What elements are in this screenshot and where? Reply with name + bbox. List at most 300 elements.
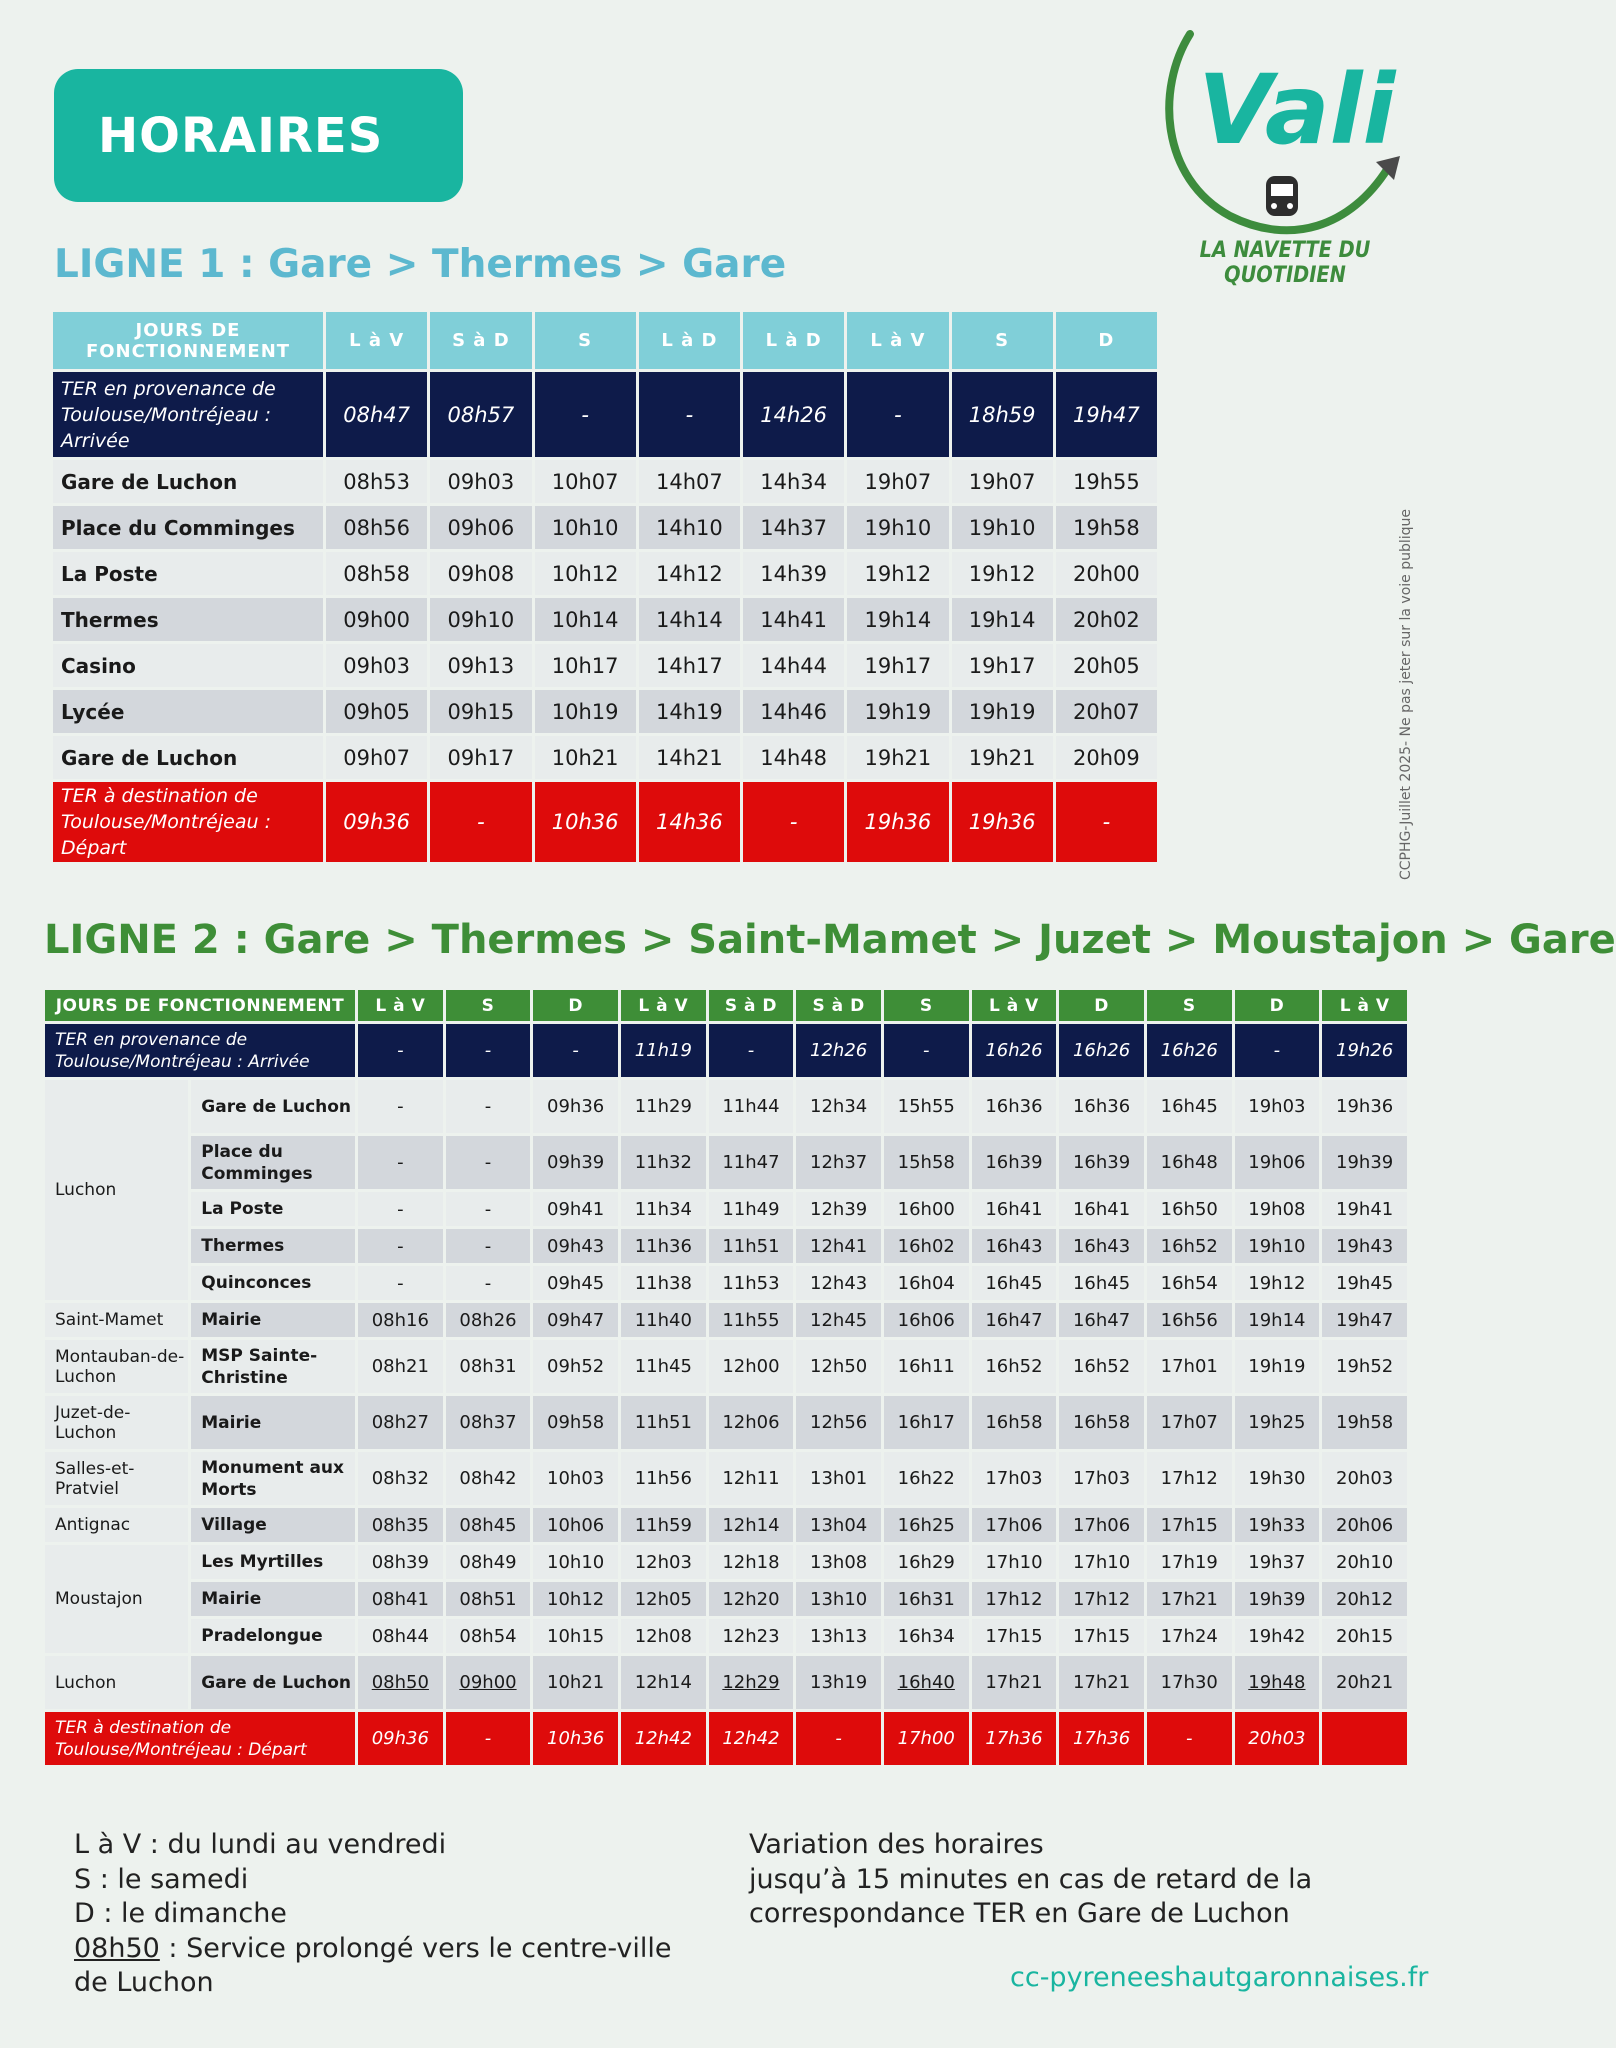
time-cell: 11h47 [709,1136,794,1189]
line2-timetable [42,987,1410,1768]
time-cell: 20h03 [1235,1712,1320,1765]
legend-extension [74,1932,672,1967]
time-cell: 16h29 [884,1545,969,1579]
time-cell: 08h31 [446,1340,531,1393]
stop-name: Quinconces [191,1266,355,1300]
time-cell: 14h26 [743,372,844,457]
time-cell: 10h12 [533,1582,618,1616]
time-cell: 19h08 [1235,1192,1320,1226]
time-cell: 17h21 [1147,1582,1232,1616]
time-cell: 12h00 [709,1340,794,1393]
time-cell: 09h00 [326,598,427,641]
time-cell: 16h40 [884,1656,969,1709]
time-cell: 16h26 [1147,1024,1232,1077]
time-cell: 16h22 [884,1452,969,1505]
delay-note [749,1828,1312,1932]
time-cell: 10h36 [533,1712,618,1765]
time-cell: 08h45 [446,1508,531,1542]
time-cell: 20h02 [1056,598,1157,641]
time-cell: 09h06 [430,506,531,549]
time-cell: 12h34 [796,1080,881,1133]
horaires-badge [54,69,463,202]
time-cell: 10h06 [533,1508,618,1542]
table-row [45,1656,1407,1709]
table-row [53,552,1157,595]
time-cell: 10h10 [533,1545,618,1579]
time-cell: 19h21 [847,736,948,779]
line2-day: S à D [796,990,881,1021]
table-row [53,460,1157,503]
time-cell: 08h44 [358,1619,443,1653]
line1-day: S à D [430,312,531,369]
time-cell: 13h10 [796,1582,881,1616]
time-cell: 19h47 [1056,372,1157,457]
time-cell: 11h29 [621,1080,706,1133]
time-cell: 09h08 [430,552,531,595]
time-cell: 12h05 [621,1582,706,1616]
time-cell: 17h00 [884,1712,969,1765]
time-cell: - [533,1024,618,1077]
time-cell: 13h01 [796,1452,881,1505]
time-cell: - [884,1024,969,1077]
line2-day: D [533,990,618,1021]
table-row [45,1229,1407,1263]
time-cell: 08h54 [446,1619,531,1653]
time-cell: 09h36 [326,782,427,862]
town-name: Saint-Mamet [45,1303,188,1337]
time-cell: 08h58 [326,552,427,595]
stop-name: Village [191,1508,355,1542]
stop-name: Casino [53,644,323,687]
time-cell: 19h19 [847,690,948,733]
time-cell: - [446,1229,531,1263]
time-cell: 19h33 [1235,1508,1320,1542]
time-cell: 19h58 [1056,506,1157,549]
time-cell: 16h43 [1059,1229,1144,1263]
ter-departure-label: TER à destination de Toulouse/Montréjeau : Départ [45,1712,355,1765]
time-cell: 17h12 [1059,1582,1144,1616]
time-cell: 12h42 [709,1712,794,1765]
town-name: Montauban-de-Luchon [45,1340,188,1393]
time-cell: 17h30 [1147,1656,1232,1709]
time-cell: 16h06 [884,1303,969,1337]
stop-name: Thermes [191,1229,355,1263]
time-cell: 10h17 [535,644,636,687]
stop-name: Gare de Luchon [53,736,323,779]
time-cell: 17h06 [1059,1508,1144,1542]
line1-day: S [535,312,636,369]
time-cell: 16h43 [972,1229,1057,1263]
time-cell: 08h27 [358,1396,443,1449]
time-cell [1322,1712,1407,1765]
time-cell: 19h36 [847,782,948,862]
time-cell: 09h36 [533,1080,618,1133]
time-cell: 16h48 [1147,1136,1232,1189]
ter-arrival-label: TER en provenance de Toulouse/Montréjeau : Arrivée [53,372,323,457]
time-cell: - [446,1192,531,1226]
time-cell: 19h14 [952,598,1053,641]
time-cell: 17h36 [972,1712,1057,1765]
time-cell: 12h20 [709,1582,794,1616]
time-cell: 12h03 [621,1545,706,1579]
table-row [53,598,1157,641]
time-cell: - [358,1136,443,1189]
time-cell: 17h03 [1059,1452,1144,1505]
table-row [45,1619,1407,1653]
time-cell: 12h29 [709,1656,794,1709]
time-cell: 19h39 [1322,1136,1407,1189]
time-cell: 12h14 [709,1508,794,1542]
line2-header-label: JOURS DE FONCTIONNEMENT [45,990,355,1021]
time-cell: - [446,1024,531,1077]
time-cell: 20h05 [1056,644,1157,687]
time-cell: 09h03 [430,460,531,503]
time-cell: 08h57 [430,372,531,457]
time-cell: 19h36 [1322,1080,1407,1133]
ter-arrival-label: TER en provenance de Toulouse/Montréjeau : Arrivée [45,1024,355,1077]
time-cell: 20h12 [1322,1582,1407,1616]
time-cell: 13h08 [796,1545,881,1579]
time-cell: 13h13 [796,1619,881,1653]
time-cell: 08h50 [358,1656,443,1709]
time-cell: 11h51 [709,1229,794,1263]
line1-day: L à D [743,312,844,369]
town-name: Salles-et-Pratviel [45,1452,188,1505]
delay-note-line2: jusqu’à 15 minutes en cas de retard de la [749,1863,1313,1895]
time-cell: 08h42 [446,1452,531,1505]
time-cell: 15h55 [884,1080,969,1133]
town-name: Luchon [45,1080,188,1300]
time-cell: 12h37 [796,1136,881,1189]
time-cell: 16h39 [1059,1136,1144,1189]
time-cell: 17h10 [1059,1545,1144,1579]
time-cell: 16h45 [1147,1080,1232,1133]
time-cell: 11h19 [621,1024,706,1077]
time-cell: 14h07 [639,460,740,503]
time-cell: 14h44 [743,644,844,687]
line1-day: L à D [639,312,740,369]
time-cell: - [796,1712,881,1765]
delay-note-line1: Variation des horaires [749,1829,1044,1860]
table-row [53,782,1157,862]
time-cell: 12h50 [796,1340,881,1393]
line2-day: D [1059,990,1144,1021]
time-cell: 10h21 [533,1656,618,1709]
stop-name: Gare de Luchon [191,1080,355,1133]
time-cell: 16h45 [1059,1266,1144,1300]
time-cell: 19h14 [847,598,948,641]
table-row [53,372,1157,457]
time-cell: 19h39 [1235,1582,1320,1616]
time-cell: 09h15 [430,690,531,733]
stop-name: Place du Comminges [191,1136,355,1189]
time-cell: 19h07 [952,460,1053,503]
time-cell: 11h44 [709,1080,794,1133]
time-cell: 12h14 [621,1656,706,1709]
website-link[interactable]: cc-pyreneeshautgaronnaises.fr [1010,1962,1429,1993]
time-cell: 11h51 [621,1396,706,1449]
time-cell: 10h21 [535,736,636,779]
time-cell: 08h56 [326,506,427,549]
table-row [45,1080,1407,1133]
table-row [45,1396,1407,1449]
line2-day: S [884,990,969,1021]
time-cell: 14h37 [743,506,844,549]
time-cell: 20h09 [1056,736,1157,779]
stop-name: Les Myrtilles [191,1545,355,1579]
time-cell: 19h17 [952,644,1053,687]
time-cell: 17h21 [1059,1656,1144,1709]
time-cell: 13h04 [796,1508,881,1542]
time-cell: 10h03 [533,1452,618,1505]
time-cell: 20h15 [1322,1619,1407,1653]
time-cell: 17h01 [1147,1340,1232,1393]
time-cell: 16h17 [884,1396,969,1449]
time-cell: 13h19 [796,1656,881,1709]
time-cell: 19h43 [1322,1229,1407,1263]
time-cell: 08h53 [326,460,427,503]
time-cell: 16h36 [1059,1080,1144,1133]
line1-day: L à V [326,312,427,369]
table-row [45,1508,1407,1542]
time-cell: 19h06 [1235,1136,1320,1189]
line2-day: L à V [621,990,706,1021]
time-cell: 20h00 [1056,552,1157,595]
time-cell: 19h07 [847,460,948,503]
time-cell: 19h52 [1322,1340,1407,1393]
print-notice: CCPHG-Juillet 2025- Ne pas jeter sur la voie publique [1398,508,1414,880]
time-cell: 09h58 [533,1396,618,1449]
time-cell: - [430,782,531,862]
time-cell: 12h41 [796,1229,881,1263]
time-cell: 17h10 [972,1545,1057,1579]
time-cell: 16h36 [972,1080,1057,1133]
time-cell: 19h10 [1235,1229,1320,1263]
line2-day: L à V [358,990,443,1021]
time-cell: 09h41 [533,1192,618,1226]
table-row [45,1266,1407,1300]
time-cell: 09h45 [533,1266,618,1300]
line2-day: D [1235,990,1320,1021]
time-cell: 15h58 [884,1136,969,1189]
stop-name: MSP Sainte-Christine [191,1340,355,1393]
time-cell: 16h41 [972,1192,1057,1226]
vali-logo [1150,28,1420,273]
time-cell: 14h41 [743,598,844,641]
time-cell: 14h10 [639,506,740,549]
time-cell: 16h26 [972,1024,1057,1077]
time-cell: 19h30 [1235,1452,1320,1505]
time-cell: 17h03 [972,1452,1057,1505]
legend-lav: L à V : du lundi au vendredi [74,1829,447,1860]
time-cell: 19h42 [1235,1619,1320,1653]
line1-day: D [1056,312,1157,369]
time-cell: 19h21 [952,736,1053,779]
time-cell: 16h56 [1147,1303,1232,1337]
time-cell: 17h21 [972,1656,1057,1709]
time-cell: 08h16 [358,1303,443,1337]
time-cell: 09h13 [430,644,531,687]
time-cell: 19h03 [1235,1080,1320,1133]
time-cell: - [358,1229,443,1263]
time-cell: 14h39 [743,552,844,595]
table-row [45,1712,1407,1765]
time-cell: 20h21 [1322,1656,1407,1709]
time-cell: - [358,1266,443,1300]
table-row [45,1545,1407,1579]
line1-title: LIGNE 1 : Gare > Thermes > Gare [54,242,787,287]
legend-ext-text: : Service prolongé vers le centre-ville [159,1932,672,1964]
time-cell: 12h18 [709,1545,794,1579]
line2-day: S à D [709,990,794,1021]
time-cell: 19h19 [952,690,1053,733]
table-row [53,506,1157,549]
time-cell: 19h48 [1235,1656,1320,1709]
time-cell: 14h14 [639,598,740,641]
time-cell: 08h47 [326,372,427,457]
time-cell: 09h00 [446,1656,531,1709]
time-cell: 14h12 [639,552,740,595]
time-cell: 17h07 [1147,1396,1232,1449]
time-cell: - [446,1712,531,1765]
time-cell: 10h14 [535,598,636,641]
time-cell: 17h12 [972,1582,1057,1616]
time-cell: 19h12 [847,552,948,595]
time-cell: 08h49 [446,1545,531,1579]
time-cell: 08h51 [446,1582,531,1616]
time-cell: 12h45 [796,1303,881,1337]
time-cell: 20h07 [1056,690,1157,733]
time-cell: - [446,1080,531,1133]
time-cell: 17h15 [1059,1619,1144,1653]
line1-day: L à V [847,312,948,369]
table-row [45,1303,1407,1337]
time-cell: 16h25 [884,1508,969,1542]
line2-day: S [1147,990,1232,1021]
time-cell: 20h06 [1322,1508,1407,1542]
time-cell: 11h49 [709,1192,794,1226]
town-name: Moustajon [45,1545,188,1653]
time-cell: 12h11 [709,1452,794,1505]
time-cell: 10h15 [533,1619,618,1653]
time-cell: 19h26 [1322,1024,1407,1077]
stop-name: Gare de Luchon [53,460,323,503]
table-row [45,1452,1407,1505]
stop-name: Mairie [191,1582,355,1616]
time-cell: 11h40 [621,1303,706,1337]
time-cell: - [358,1024,443,1077]
stop-name: Gare de Luchon [191,1656,355,1709]
time-cell: 09h43 [533,1229,618,1263]
time-cell: 16h26 [1059,1024,1144,1077]
time-cell: 16h47 [972,1303,1057,1337]
time-cell: - [639,372,740,457]
line1-header-label: JOURS DE FONCTIONNEMENT [53,312,323,369]
time-cell: 11h32 [621,1136,706,1189]
time-cell: - [358,1080,443,1133]
time-cell: 16h00 [884,1192,969,1226]
stop-name: Mairie [191,1396,355,1449]
table-row [45,1136,1407,1189]
time-cell: 19h55 [1056,460,1157,503]
time-cell: 16h04 [884,1266,969,1300]
time-cell: 17h06 [972,1508,1057,1542]
time-cell: 09h47 [533,1303,618,1337]
time-cell: 10h10 [535,506,636,549]
time-cell: 16h11 [884,1340,969,1393]
horaires-title: HORAIRES [98,107,384,164]
time-cell: 16h52 [972,1340,1057,1393]
time-cell: 14h36 [639,782,740,862]
line2-day: L à V [1322,990,1407,1021]
time-cell: 19h36 [952,782,1053,862]
time-cell: 17h36 [1059,1712,1144,1765]
time-cell: 09h39 [533,1136,618,1189]
time-cell: 16h47 [1059,1303,1144,1337]
time-cell: - [535,372,636,457]
time-cell: 08h39 [358,1545,443,1579]
time-cell: 08h32 [358,1452,443,1505]
time-cell: 09h52 [533,1340,618,1393]
time-cell: 11h55 [709,1303,794,1337]
time-cell: 14h19 [639,690,740,733]
table-row [45,1340,1407,1393]
time-cell: 14h34 [743,460,844,503]
legend-ext-text2: de Luchon [74,1967,214,1998]
legend [74,1828,672,2001]
time-cell: 19h10 [952,506,1053,549]
line1-day: S [952,312,1053,369]
time-cell: - [847,372,948,457]
town-name: Antignac [45,1508,188,1542]
time-cell: 10h19 [535,690,636,733]
stop-name: Monument aux Morts [191,1452,355,1505]
time-cell: 16h50 [1147,1192,1232,1226]
stop-name: Lycée [53,690,323,733]
time-cell: 16h52 [1059,1340,1144,1393]
table-row [53,736,1157,779]
logo-wordmark: Vali [1198,54,1396,166]
time-cell: 19h17 [847,644,948,687]
time-cell: 19h41 [1322,1192,1407,1226]
time-cell: 11h45 [621,1340,706,1393]
time-cell: - [1056,782,1157,862]
time-cell: 16h41 [1059,1192,1144,1226]
town-name: Luchon [45,1656,188,1709]
table-row [53,644,1157,687]
time-cell: 19h14 [1235,1303,1320,1337]
time-cell: 14h46 [743,690,844,733]
time-cell: 09h17 [430,736,531,779]
stop-name: La Poste [53,552,323,595]
time-cell: 19h45 [1322,1266,1407,1300]
table-row [53,690,1157,733]
time-cell: 16h34 [884,1619,969,1653]
time-cell: 10h36 [535,782,636,862]
time-cell: 14h21 [639,736,740,779]
time-cell: 11h59 [621,1508,706,1542]
legend-ext-time: 08h50 [74,1932,160,1964]
time-cell: 12h42 [621,1712,706,1765]
time-cell: 11h36 [621,1229,706,1263]
time-cell: 17h15 [1147,1508,1232,1542]
town-name: Juzet-de-Luchon [45,1396,188,1449]
legend-d: D : le dimanche [74,1898,287,1929]
line2-day: S [446,990,531,1021]
time-cell: 16h58 [972,1396,1057,1449]
time-cell: 17h15 [972,1619,1057,1653]
time-cell: 16h39 [972,1136,1057,1189]
